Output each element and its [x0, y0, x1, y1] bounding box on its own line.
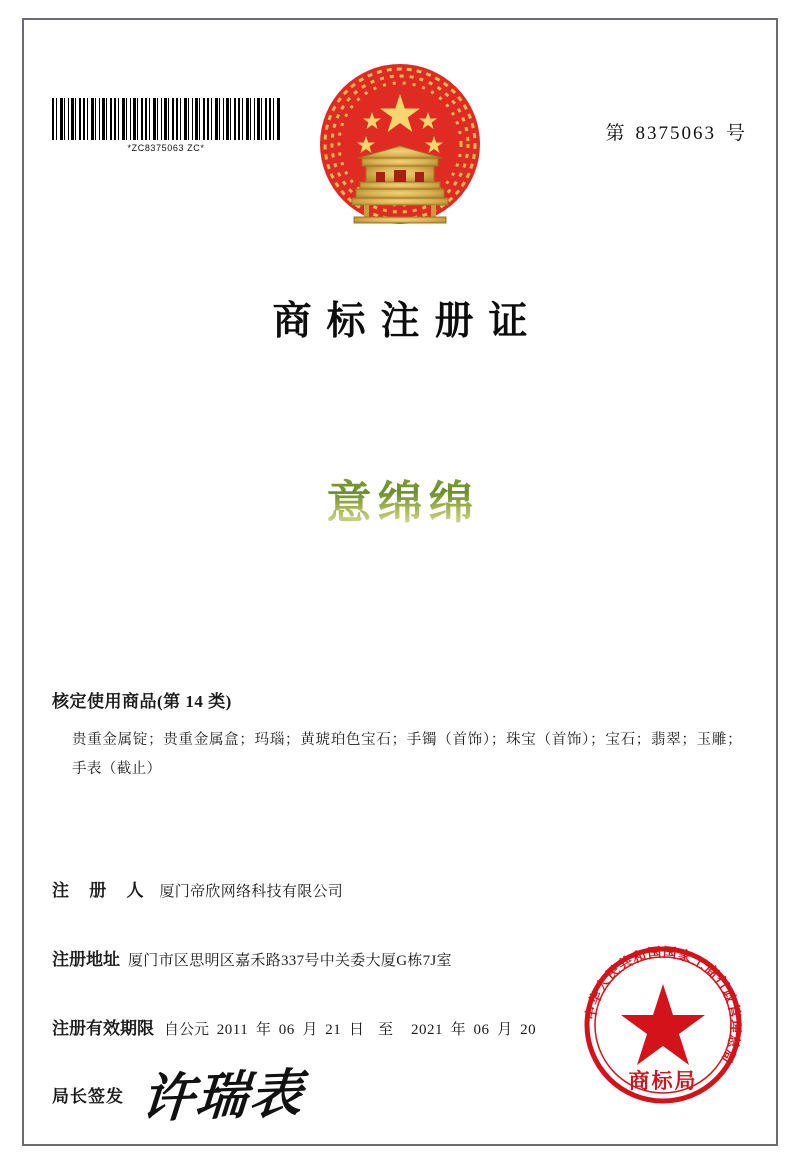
- serial-prefix: 第: [605, 123, 626, 144]
- validity-from-month: 06: [278, 1022, 295, 1038]
- address-label: 注册地址: [52, 950, 120, 969]
- year-char-to: 年: [450, 1022, 466, 1038]
- month-char-to: 月: [497, 1022, 513, 1038]
- certificate-header: [24, 20, 776, 270]
- director-signature: 许瑞表: [139, 1065, 306, 1129]
- national-emblem-icon: [304, 52, 496, 244]
- barcode-label: *ZC8375063 ZC*: [127, 143, 205, 153]
- official-seal-icon: [574, 936, 752, 1114]
- validity-separator: 至: [378, 1022, 394, 1038]
- page-title: 商标注册证: [272, 300, 543, 343]
- signature-label: 局长签发: [52, 1086, 124, 1106]
- validity-from-prefix: 自公元: [164, 1022, 210, 1038]
- serial-suffix: 号: [725, 123, 746, 144]
- registrant-label: 注 册 人: [52, 881, 152, 900]
- validity-to-day: 20: [520, 1022, 537, 1038]
- registrant-value: 厦门帝欣网络科技有限公司: [159, 884, 344, 900]
- barcode-bars: [52, 98, 280, 140]
- approved-goods-heading: 核定使用商品(第 14 类): [52, 692, 232, 711]
- svg-text:商标局: 商标局: [628, 1069, 698, 1093]
- address-value: 厦门市区思明区嘉禾路337号中关委大厦G栋7J室: [128, 953, 452, 969]
- trademark-name: 意绵绵: [24, 466, 776, 531]
- serial-value: 8375063: [635, 123, 716, 144]
- validity-from-day: 21: [325, 1022, 342, 1038]
- validity-from: [164, 1018, 364, 1039]
- validity-from-year: 2011: [216, 1022, 249, 1038]
- approved-goods-list: 贵重金属锭；贵重金属盒；玛瑙；黄琥珀色宝石；手镯（首饰）；珠宝（首饰）；宝石；翡翠；玉雕；手表（截止）: [72, 732, 742, 777]
- day-char-from: 日: [349, 1022, 365, 1038]
- month-char-from: 月: [302, 1022, 318, 1038]
- barcode: [52, 98, 280, 153]
- validity-to-month: 06: [473, 1022, 490, 1038]
- svg-text:中华人民共和国国家工商行政管理总局: 中华人民共和国国家工商行政管理总局: [582, 944, 744, 1067]
- serial-number: [605, 118, 746, 145]
- year-char-from: 年: [255, 1022, 271, 1038]
- validity-label: 注册有效期限: [52, 1019, 154, 1038]
- validity-to-year: 2021: [411, 1022, 444, 1038]
- validity-to: [407, 1018, 540, 1039]
- trademark-certificate: [22, 18, 778, 1146]
- registrant-row: [52, 876, 776, 901]
